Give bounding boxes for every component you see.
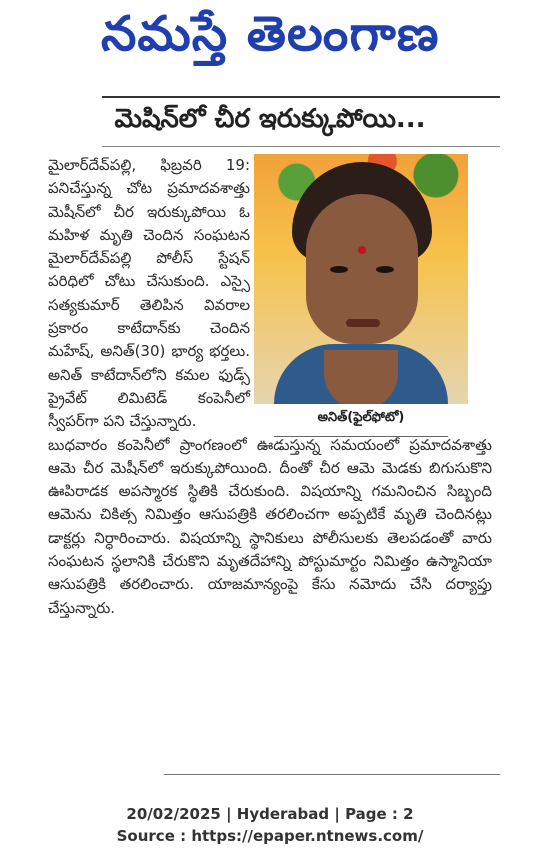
photo-neck <box>324 350 398 404</box>
bottom-rule <box>164 774 500 775</box>
photo-eye-left <box>330 266 348 273</box>
article-headline: మెషిన్‌లో చీర ఇరుక్కుపోయి... <box>114 104 426 134</box>
headline-rule <box>102 146 500 147</box>
article-photo <box>254 154 468 404</box>
masthead-title: నమస్తే తెలంగాణ <box>100 6 440 62</box>
article-body: మైలార్‌దేవ్‌పల్లి, ఫిబ్రవరి 19: పనిచేస్తున్న చోట ప్రమాదవశాత్తు మెషీన్‌లో చీర ఇరుక్కుపోయి ఓ మహిళ మృతి చెందిన సంఘటన మైలార్‌దేవ్‌పల్లి పోలీస్ స్టేషన్ పరిధిలో చోటు చేసుకుంది. ఎస్సై సత్యకుమార్ తెలిపిన వివరాల ప్రకారం కాటేదాన్‌కు చెందిన మహేష్, అనిత్(30) భార్య భర్తలు. అనిత్ కాటేదాన్‌లోని కమల ఫుడ్స్ ప్రైవేట్ లిమిటెడ్ కంపెనీలో స్వీపర్‌గా పని చేస్తున్నారు. <box>48 156 250 431</box>
edition-line: 20/02/2025 | Hyderabad | Page : 2 <box>126 805 414 823</box>
photo-caption: అనిత్(ఫైల్‌ఫోటో) <box>317 410 405 425</box>
photo-mouth <box>346 319 380 327</box>
photo-eye-right <box>376 266 394 273</box>
article-clipping <box>40 96 500 786</box>
article-body-continued: బుధవారం కంపెనీలో ప్రాంగణంలో ఊడుస్తున్న సమయంలో ప్రమాదవశాత్తు ఆమె చీర మెషీన్‌లో ఇరుక్కుపోయింది. దీంతో చీర ఆమె మెడకు బిగుసుకొని ఊపిరాడక అపస్మారక స్థితికి చేరుకుంది. విషయాన్ని గమనించిన సిబ్బంది ఆమెను చికిత్స నిమిత్తం ఆసుపత్రికి తరలించగా అప్పటికే మృతి చెందినట్లు డాక్టర్లు నిర్ధారించారు. విషయాన్ని స్థానికులు పోలీసులకు తెలపడంతో వారు సంఘటన స్థలానికి చేరుకొని మృతదేహాన్ని పోస్టుమార్టం నిమిత్తం ఉస్మానియా ఆసుపత్రికి తరలించారు. యాజమాన్యంపై కేసు నమోదు చేసి దర్యాప్తు చేస్తున్నారు. <box>48 435 492 617</box>
photo-bindi <box>358 246 366 254</box>
page-footer <box>0 803 540 847</box>
newspaper-masthead <box>40 0 500 80</box>
top-rule <box>102 96 500 98</box>
source-line: Source : https://epaper.ntnews.com/ <box>116 827 424 845</box>
